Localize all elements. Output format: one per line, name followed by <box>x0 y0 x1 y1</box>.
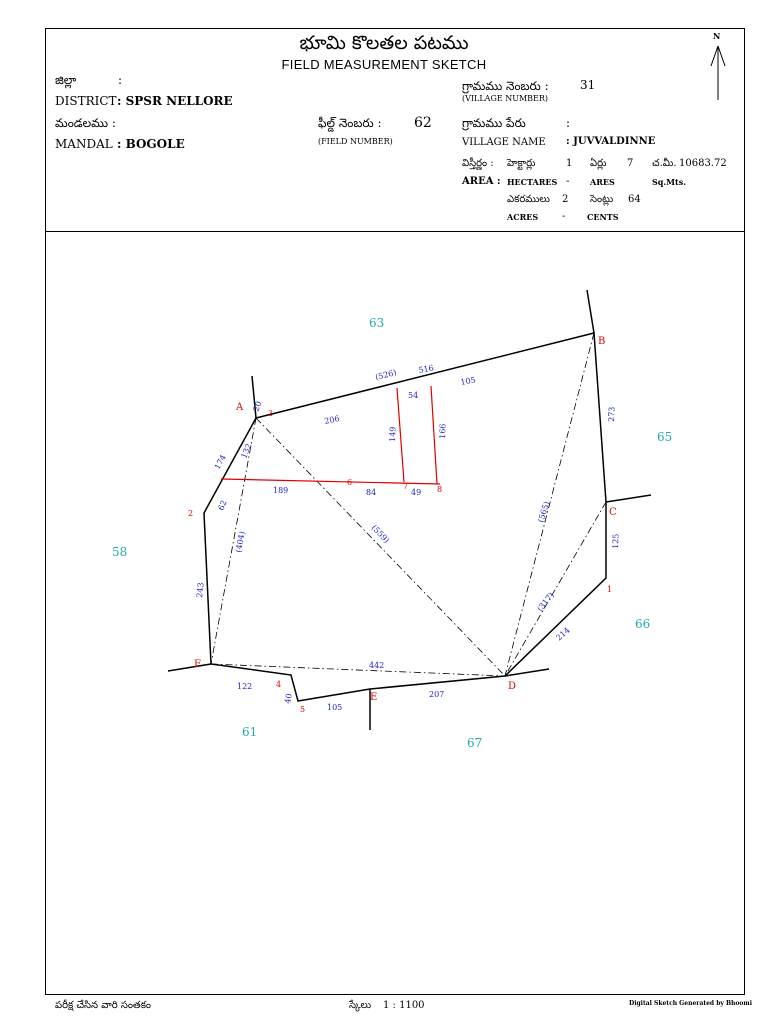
measurement-label: 207 <box>429 690 445 699</box>
mandal-telugu: మండలము : <box>55 116 116 130</box>
village-number-value: 31 <box>580 78 596 92</box>
ares-value: 7 <box>627 158 634 169</box>
dash-separator: - <box>562 211 566 222</box>
measurement-label: 40 <box>283 692 294 705</box>
mandal-value: : BOGOLE <box>117 137 185 151</box>
measurement-label: 149 <box>388 426 398 443</box>
measurement-label: 442 <box>369 661 385 670</box>
measurement-label: 105 <box>327 703 343 712</box>
point-label: 5 <box>300 705 306 714</box>
village-number-label: (VILLAGE NUMBER) <box>462 94 549 103</box>
sqm-value: 10683.72 <box>679 158 727 169</box>
neighbor-survey-number: 63 <box>369 316 385 330</box>
point-label: 7 <box>403 482 409 491</box>
neighbor-survey-number: 61 <box>242 725 258 739</box>
station-label: C <box>609 507 617 518</box>
station-label: D <box>508 681 517 692</box>
point-label: 4 <box>276 680 282 689</box>
point-label: 2 <box>188 509 194 518</box>
measurement-label: (404) <box>234 530 247 554</box>
district-telugu-colon: : <box>118 73 123 87</box>
measurement-label: (526) <box>374 368 398 382</box>
sqm-label: Sq.Mts. <box>652 177 686 187</box>
measurement-label: 189 <box>273 486 289 495</box>
cents-value: 64 <box>628 194 641 205</box>
boundary-extensions <box>168 290 651 730</box>
station-label: F <box>194 659 201 670</box>
measurement-label: (565) <box>536 500 552 524</box>
cents-telugu: సెంట్లు <box>590 194 614 205</box>
station-label: E <box>370 692 378 703</box>
village-name-telugu: గ్రామము పేరు <box>462 116 526 130</box>
sqm-telugu: చ.మీ. <box>652 158 677 169</box>
measurement-label: 84 <box>366 488 377 497</box>
measurement-label: 49 <box>411 488 422 497</box>
dash-separator: - <box>566 176 570 187</box>
title-english: FIELD MEASUREMENT SKETCH <box>281 57 487 72</box>
area-label: AREA : <box>462 176 501 187</box>
cents-label: CENTS <box>587 212 619 222</box>
point-label: 6 <box>347 478 353 487</box>
measurement-label: 516 <box>417 363 435 375</box>
measurement-label: 105 <box>459 375 477 387</box>
measurement-label: 132 <box>239 442 254 460</box>
measurement-label: 206 <box>323 413 341 426</box>
measurement-label: 243 <box>195 582 206 599</box>
village-name-label: VILLAGE NAME <box>462 137 546 148</box>
measurement-label: 214 <box>554 625 572 643</box>
hectares-label: HECTARES <box>507 177 558 187</box>
mandal-label: MANDAL <box>55 137 113 151</box>
measurement-label: (317) <box>535 590 556 614</box>
district-telugu: జిల్లా <box>55 73 77 87</box>
measurement-label: 62 <box>216 498 229 512</box>
neighbor-survey-number: 67 <box>467 736 483 750</box>
field-number-label: (FIELD NUMBER) <box>318 137 393 146</box>
field-number-telugu: ఫీల్డ్ నెంబరు : <box>318 116 382 130</box>
measurement-label: 166 <box>438 423 448 440</box>
point-label: 3 <box>268 409 274 418</box>
district-value: : SPSR NELLORE <box>117 94 233 108</box>
signature-label: పరీక్ష చేసిన వారి సంతకం <box>55 1000 152 1011</box>
field-number-value: 62 <box>414 115 432 131</box>
neighbor-survey-number: 65 <box>657 430 673 444</box>
area-telugu: విస్తీర్ణం : <box>462 158 494 169</box>
point-label: 8 <box>437 485 443 494</box>
measurement-label: 122 <box>237 682 253 691</box>
hectares-telugu: హెక్టార్లు <box>507 158 536 169</box>
neighbor-survey-number: 58 <box>112 545 128 559</box>
hectares-value: 1 <box>566 158 573 169</box>
village-number-telugu: గ్రామము నెంబరు : <box>462 79 549 93</box>
acres-value: 2 <box>562 194 569 205</box>
measurement-label: 174 <box>212 453 228 471</box>
measurement-label: 54 <box>408 391 419 400</box>
generated-by-label: Digital Sketch Generated by Bhoomi <box>629 1000 753 1007</box>
measurement-label: 20 <box>251 399 264 413</box>
district-label: DISTRICT <box>55 94 117 108</box>
neighbor-survey-number: 66 <box>635 617 651 631</box>
acres-telugu: ఎకరములు <box>507 194 550 205</box>
measurement-label: (559) <box>369 523 391 545</box>
point-label: 1 <box>607 585 613 594</box>
village-name-value: : JUVVALDINNE <box>566 136 656 147</box>
station-label: A <box>236 402 244 413</box>
title-telugu: భూమి కొలతల పటము <box>299 32 469 54</box>
station-label: B <box>598 336 606 347</box>
measurement-label: 273 <box>607 406 617 423</box>
measurement-label: 125 <box>611 533 621 550</box>
north-label: N <box>713 31 721 41</box>
scale-label: స్కేలు <box>349 1000 372 1011</box>
ares-label: ARES <box>590 177 615 187</box>
ares-telugu: ఏర్లు <box>590 158 607 169</box>
village-name-telugu-colon: : <box>566 116 571 130</box>
acres-label: ACRES <box>507 212 539 222</box>
scale-value: 1 : 1100 <box>383 1000 425 1011</box>
